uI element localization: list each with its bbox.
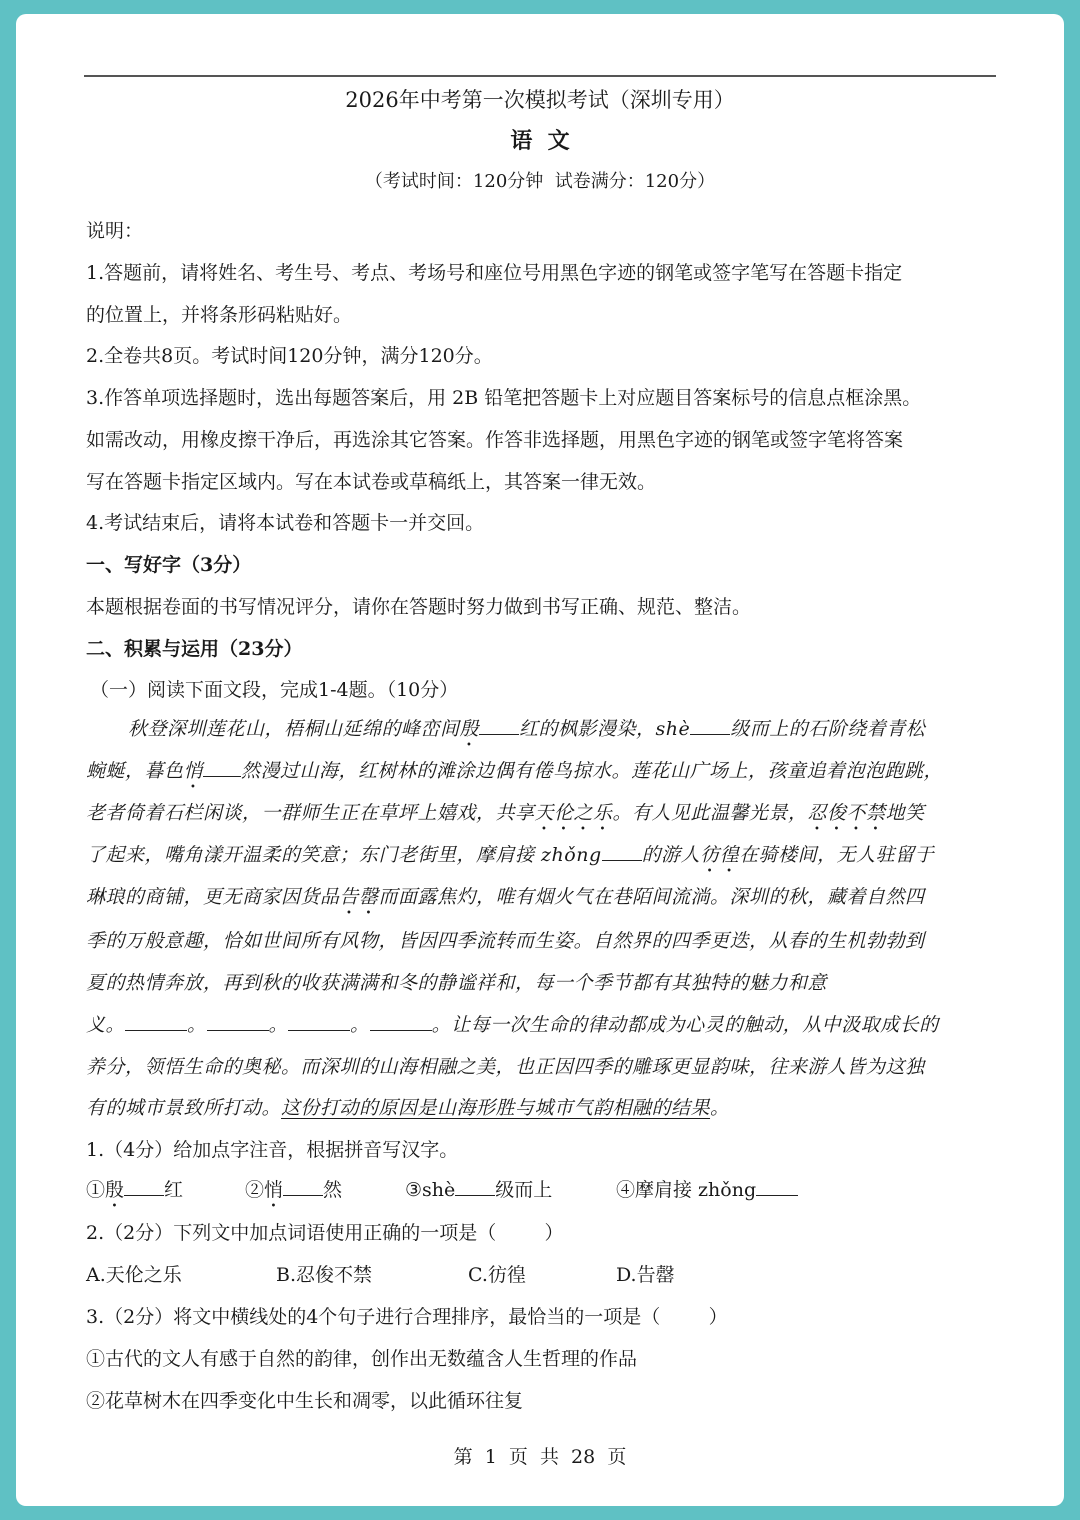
section2-sub: （一）阅读下面文段，完成1-4题。（10分） (90, 679, 459, 701)
passage-line-9: 养分，领悟生命的奥秘。而深圳的山海相融之美，也正因四季的雕琢更显韵味，往来游人皆为这独 (86, 1056, 925, 1078)
passage-line-6: 季的万般意趣，恰如世间所有风物，皆因四季流转而生姿。自然界的四季更迭，从春的生机勃勃到 (86, 930, 925, 952)
q2-option-a: A.天伦之乐 (86, 1264, 182, 1286)
exam-meta: （考试时间：120分钟 试卷满分：120分） (364, 171, 716, 192)
passage-line-3: 老者倚着石栏闲谈，一群师生正在草坪上嬉戏，共享天伦之乐。有人见此温馨光景，忍俊不禁地笑 (86, 802, 925, 824)
q1-stem: 1.（4分）给加点字注音，根据拼音写汉字。 (86, 1139, 459, 1161)
passage-line-1: 秋登深圳莲花山，梧桐山延绵的峰峦间殷 红的枫影漫染，shè 级而上的石阶绕着青松 (128, 718, 926, 740)
q3-sentence-2: ②花草树木在四季变化中生长和凋零，以此循环往复 (86, 1390, 524, 1412)
note-1a: 1.答题前，请将姓名、考生号、考点、考场号和座位号用黑色字迹的钢笔或签字笔写在答题卡指定 (86, 262, 903, 284)
header-rule (84, 75, 996, 77)
note-4: 4.考试结束后，请将本试卷和答题卡一并交回。 (86, 512, 485, 534)
q1-option-4: ④摩肩接 zhǒng (616, 1177, 798, 1203)
note-3c: 写在答题卡指定区域内。写在本试卷或草稿纸上，其答案一律无效。 (86, 471, 657, 493)
passage-line-8: 义。 。 。 。 。让每一次生命的律动都成为心灵的触动，从中汲取成长的 (86, 1014, 939, 1036)
passage-line-2: 蜿蜒，暮色悄 然漫过山海，红树林的滩涂边偶有倦鸟掠水。莲花山广场上，孩童追着泡泡跑跳， (86, 760, 944, 782)
notes-heading: 说明： (86, 220, 144, 242)
passage-line-10: 有的城市景致所打动。这份打动的原因是山海形胜与城市气韵相融的结果。 (86, 1097, 730, 1119)
q1-option-3: ③shè 级而上 (405, 1179, 553, 1201)
q2-option-d: D.告罄 (616, 1264, 675, 1286)
q1-option-2: ②悄 然 (245, 1179, 343, 1201)
q1-option-1: ①殷 红 (86, 1179, 184, 1201)
page-footer: 第 1 页 共 28 页 (453, 1446, 627, 1468)
passage-line-4: 了起来，嘴角漾开温柔的笑意；东门老街里，摩肩接 zhǒng 的游人彷徨在骑楼间，无人驻留于 (86, 844, 935, 866)
section1-text: 本题根据卷面的书写情况评分，请你在答题时努力做到书写正确、规范、整洁。 (86, 596, 752, 618)
exam-title: 2026年中考第一次模拟考试（深圳专用） (345, 88, 735, 112)
passage-line-5: 琳琅的商铺，更无商家因货品告罄而面露焦灼，唯有烟火气在巷陌间流淌。深圳的秋，藏着自然四 (86, 886, 925, 908)
section2-heading: 二、积累与运用（23分） (86, 638, 303, 660)
q3-sentence-1: ①古代的文人有感于自然的韵律，创作出无数蕴含人生哲理的作品 (86, 1348, 638, 1370)
note-1b: 的位置上，并将条形码粘贴好。 (86, 304, 353, 326)
note-3a: 3.作答单项选择题时，选出每题答案后，用 2B 铅笔把答题卡上对应题目答案标号的信息点框涂黑。 (86, 387, 922, 409)
q2-stem: 2.（2分）下列文中加点词语使用正确的一项是（ ） (86, 1222, 564, 1244)
note-3b: 如需改动，用橡皮擦干净后，再选涂其它答案。作答非选择题，用黑色字迹的钢笔或签字笔将答案 (86, 429, 904, 451)
note-2: 2.全卷共8页。考试时间120分钟，满分120分。 (86, 345, 493, 367)
passage-line-7: 夏的热情奔放，再到秋的收获满满和冬的静谧祥和，每一个季节都有其独特的魅力和意 (86, 972, 828, 994)
section1-heading: 一、写好字（3分） (86, 554, 252, 576)
subject-title: 语 文 (510, 128, 570, 154)
q3-stem: 3.（2分）将文中横线处的4个句子进行合理排序，最恰当的一项是（ ） (86, 1306, 728, 1328)
q2-option-c: C.彷徨 (468, 1264, 526, 1286)
q2-option-b: B.忍俊不禁 (276, 1264, 373, 1286)
